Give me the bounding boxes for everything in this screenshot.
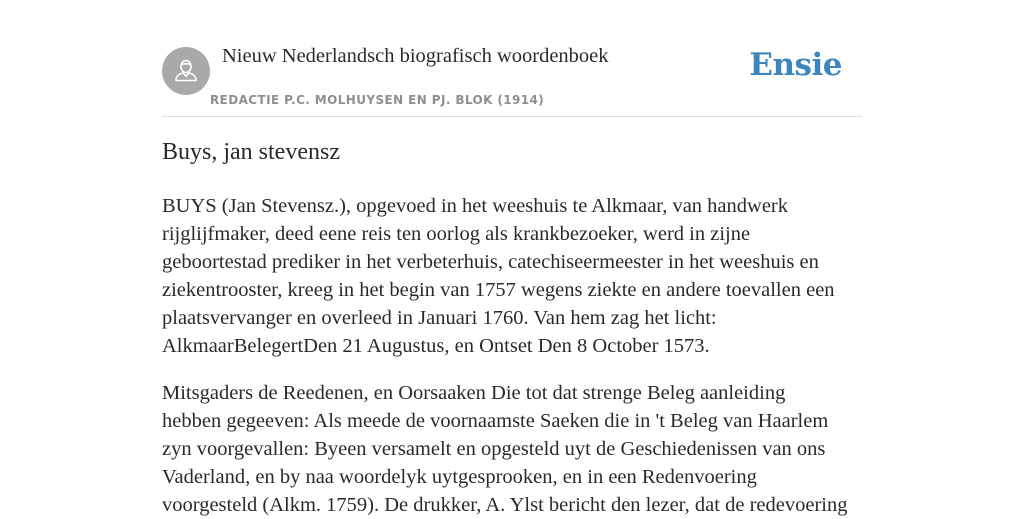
page — [162, 0, 862, 516]
entry-paragraph — [162, 379, 862, 519]
text-line: rijglijfmaker, deed eene reis ten oorlog als krankbezoeker, werd in zijne — [162, 223, 751, 245]
site-header — [162, 0, 862, 117]
text-line: AlkmaarBelegertDen 21 Augustus, en Ontset Den 8 October 1573. — [162, 335, 710, 357]
entry-paragraph — [162, 192, 862, 360]
text-line: hebben gegeeven: Als meede de voornaamste Saeken die in 't Beleg van Haarlem — [162, 410, 829, 432]
text-line: Vaderland, en by naa woordelyk uytgesprooken, en in een Redenvoering — [162, 466, 757, 488]
entry-title: Buys, jan stevensz — [162, 139, 340, 165]
text-line: zyn voorgevallen: Byeen versamelt en opgesteld uyt de Geschiedenissen van ons — [162, 438, 826, 460]
editors-subtitle: REDACTIE P.C. MOLHUYSEN EN PJ. BLOK (1914) — [210, 93, 545, 107]
text-line: ziekentrooster, kreeg in het begin van 1757 wegens ziekte en andere toevallen een — [162, 279, 835, 301]
book-title[interactable]: Nieuw Nederlandsch biografisch woordenboek — [222, 45, 609, 67]
text-line: plaatsvervanger en overleed in Januari 1760. Van hem zag het licht: — [162, 307, 717, 329]
user-avatar-icon[interactable] — [162, 47, 210, 95]
ensie-logo[interactable]: Ensie — [749, 47, 842, 83]
text-line: BUYS (Jan Stevensz.), opgevoed in het weeshuis te Alkmaar, van handwerk — [162, 195, 788, 217]
text-line: voorgesteld (Alkm. 1759). De drukker, A. Ylst bericht den lezer, dat de redevoering — [162, 494, 848, 516]
text-line: geboortestad prediker in het verbeterhuis, catechiseermeester in het weeshuis en — [162, 251, 819, 273]
person-icon — [162, 47, 210, 95]
text-line: Mitsgaders de Reedenen, en Oorsaaken Die tot dat strenge Beleg aanleiding — [162, 382, 786, 404]
